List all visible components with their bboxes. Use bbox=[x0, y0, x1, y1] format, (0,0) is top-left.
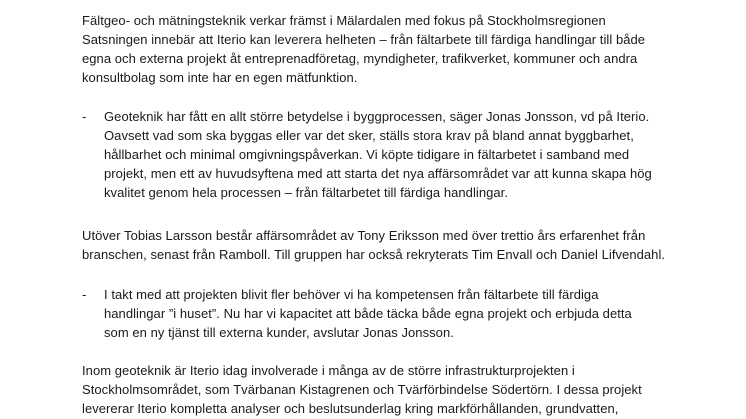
text-line: Stockholmsområdet, som Tvärbanan Kistagrenen och Tvärförbindelse Södertörn. I dessa projekt bbox=[82, 382, 642, 397]
paragraph-infrastructure bbox=[82, 361, 722, 418]
bullet-text bbox=[104, 285, 722, 342]
text-line: Geoteknik har fått en allt större betydelse i byggprocessen, säger Jonas Jonsson, vd på Iterio. bbox=[104, 109, 650, 124]
text-line: Utöver Tobias Larsson består affärsområdet av Tony Eriksson med över trettio års erfarenhet från bbox=[82, 228, 646, 243]
text-line: egna och externa projekt åt entreprenadföretag, myndigheter, trafikverket, kommuner och andra bbox=[82, 51, 638, 66]
text-line: projekt, men ett av huvudsyftena med att starta det nya affärsområdet var att kunna skapa hög bbox=[104, 166, 652, 181]
paragraph-team bbox=[82, 226, 722, 264]
text-line: hållbarhet och minimal omgivningspåverkan. Vi köpte tidigare in fältarbetet i samband med bbox=[104, 147, 630, 162]
text-line: Oavsett vad som ska byggas eller var det sker, ställs stora krav på bland annat byggbarhet, bbox=[104, 128, 634, 143]
bullet-dash: - bbox=[82, 109, 87, 124]
text-line: kvalitet genom hela processen – från fältarbetet till färdiga handlingar. bbox=[104, 185, 509, 200]
text-line: Inom geoteknik är Iterio idag involverade i många av de större infrastrukturprojekten i bbox=[82, 363, 575, 378]
bullet-text bbox=[104, 107, 722, 202]
text-line: som en ny tjänst till externa kunder, avslutar Jonas Jonsson. bbox=[104, 325, 454, 340]
text-line: handlingar ”i huset”. Nu har vi kapacitet att både täcka både egna projekt och erbjuda detta bbox=[104, 306, 632, 321]
text-line: Satsningen innebär att Iterio kan leverera helheten – från fältarbete till färdiga handlingar till både bbox=[82, 32, 646, 47]
text-line: konsultbolag som inte har en egen mätfunktion. bbox=[82, 70, 358, 85]
bullet-dash: - bbox=[82, 287, 87, 302]
text-line: branschen, senast från Ramboll. Till gruppen har också rekryterats Tim Envall och Daniel Lifvendahl. bbox=[82, 247, 666, 262]
text-line: Fältgeo- och mätningsteknik verkar främst i Mälardalen med fokus på Stockholmsregionen bbox=[82, 13, 606, 28]
text-line: levererar Iterio kompletta analyser och beslutsunderlag kring markförhållanden, grundvatten, bbox=[82, 401, 619, 416]
text-line: I takt med att projekten blivit fler behöver vi ha kompetensen från fältarbete till färdiga bbox=[104, 287, 599, 302]
paragraph-intro bbox=[82, 11, 722, 87]
